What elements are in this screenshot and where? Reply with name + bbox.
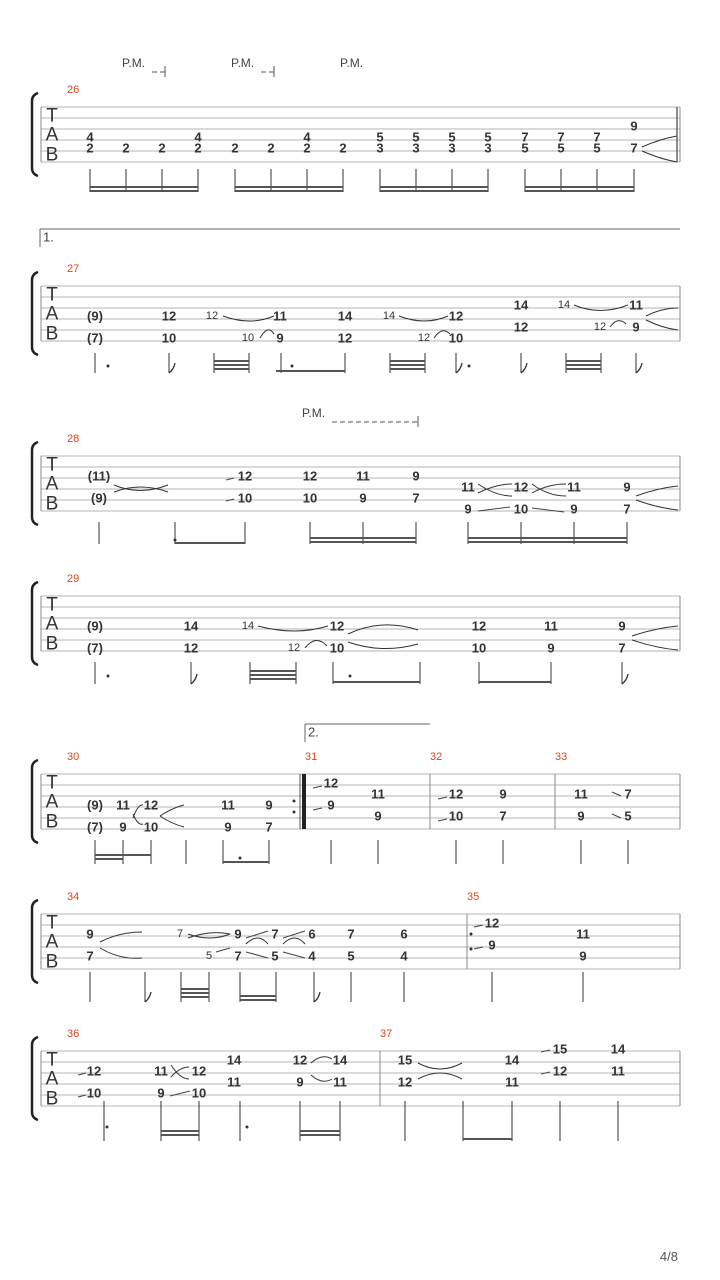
tab-staff — [32, 84, 680, 192]
fret-number: 10 — [161, 330, 177, 346]
tie-arc — [642, 136, 677, 147]
fret-number: 9 — [499, 786, 507, 802]
fret-number: 9 — [119, 819, 127, 835]
fret-number: (7) — [87, 330, 103, 346]
fret-number: 14 — [241, 620, 255, 632]
fret-number: 7 — [347, 926, 355, 942]
tie-arc — [646, 308, 678, 316]
fret-number: 12 — [302, 468, 318, 484]
palm-mute-mark — [302, 406, 418, 427]
fret-number: 7 — [176, 928, 184, 940]
fret-number: 9 — [359, 490, 367, 506]
dot — [107, 365, 110, 368]
tie-arc — [632, 640, 678, 650]
fret-number: 12 — [329, 618, 345, 634]
system-bracket — [32, 272, 38, 355]
fret-number: 2 — [158, 140, 166, 156]
tie-arc — [246, 938, 268, 944]
fret-number: 15 — [552, 1041, 568, 1057]
fret-number: 10 — [329, 640, 345, 656]
note-flag — [145, 992, 151, 1002]
clef-letter-b: B — [45, 323, 59, 345]
fret-number: 11 — [371, 786, 385, 802]
clef-letter-a: A — [45, 473, 59, 495]
measure-number: 37 — [380, 1028, 393, 1040]
clef-letter-b: B — [45, 811, 59, 833]
dot — [239, 857, 242, 860]
dot — [174, 539, 177, 542]
fret-number: 14 — [610, 1041, 626, 1057]
measure-number: 30 — [67, 751, 80, 763]
slide-line — [438, 797, 447, 799]
palm-mute-label: P.M. — [302, 406, 326, 420]
tab-staff — [32, 751, 680, 864]
fret-number: 12 — [161, 308, 177, 324]
volta-label: 2. — [308, 724, 319, 740]
fret-number: 4 — [400, 948, 408, 964]
tie-arc — [418, 1073, 462, 1079]
dot — [470, 933, 473, 936]
fret-number: 9 — [234, 926, 242, 942]
fret-number: 2 — [339, 140, 347, 156]
fret-number: 4 — [308, 948, 316, 964]
fret-number: (7) — [87, 819, 103, 835]
clef-letter-a: A — [45, 303, 59, 325]
dot — [349, 675, 352, 678]
measure-number: 28 — [67, 433, 80, 445]
fret-number: 9 — [579, 948, 587, 964]
tie-arc — [133, 814, 143, 824]
fret-number: 9 — [570, 501, 578, 517]
fret-number: 11 — [227, 1074, 241, 1090]
fret-number: 6 — [308, 926, 316, 942]
fret-number: 11 — [567, 479, 581, 495]
fret-number: 9 — [412, 468, 420, 484]
tie-arc — [100, 932, 142, 942]
fret-number: 10 — [241, 332, 255, 344]
page-number: 4/8 — [659, 1249, 678, 1264]
fret-number: 12 — [513, 319, 529, 335]
system-bracket — [32, 93, 38, 176]
fret-number: (9) — [87, 618, 103, 634]
fret-number: 10 — [448, 808, 464, 824]
system-bracket — [32, 1037, 38, 1120]
volta-label: 1. — [43, 229, 54, 245]
fret-number: 14 — [557, 299, 571, 311]
fret-number: 11 — [544, 618, 558, 634]
fret-number: 12 — [86, 1063, 102, 1079]
palm-mute-mark — [340, 56, 363, 70]
clef-letter-t: T — [46, 454, 58, 476]
fret-number: 14 — [226, 1052, 242, 1068]
clef-letter-b: B — [45, 144, 59, 166]
palm-mute-mark — [122, 56, 165, 77]
measure-number: 34 — [67, 891, 80, 903]
fret-number: 11 — [461, 479, 475, 495]
fret-number: 9 — [86, 926, 94, 942]
clef-letter-a: A — [45, 613, 59, 635]
fret-number: 12 — [143, 797, 159, 813]
fret-number: 9 — [577, 808, 585, 824]
fret-number: 12 — [593, 321, 607, 333]
fret-number: 14 — [332, 1052, 348, 1068]
fret-number: 11 — [273, 308, 287, 324]
tie-arc — [636, 486, 678, 496]
system-bracket — [32, 760, 38, 843]
fret-number: 7 — [412, 490, 420, 506]
tie-arc — [283, 938, 305, 944]
slide-line — [478, 507, 510, 511]
fret-number: 3 — [376, 140, 384, 156]
fret-number: 11 — [505, 1074, 519, 1090]
slide-line — [313, 808, 322, 810]
fret-number: 7 — [234, 948, 242, 964]
fret-number: 4 — [194, 129, 202, 145]
fret-number: 10 — [86, 1085, 102, 1101]
fret-number: 7 — [265, 819, 273, 835]
palm-mute-mark — [231, 56, 274, 77]
dot — [246, 1126, 249, 1129]
fret-number: 5 — [376, 129, 384, 145]
fret-number: 14 — [513, 297, 529, 313]
fret-number: 4 — [303, 129, 311, 145]
fret-number: 3 — [484, 140, 492, 156]
fret-number: 12 — [471, 618, 487, 634]
fret-number: 12 — [287, 642, 301, 654]
clef-letter-a: A — [45, 931, 59, 953]
fret-number: 9 — [296, 1074, 304, 1090]
tie-arc — [100, 948, 142, 958]
fret-number: 12 — [183, 640, 199, 656]
tie-arc — [418, 1063, 462, 1069]
tab-staff — [32, 573, 680, 684]
tab-staff — [32, 1028, 680, 1141]
dot — [291, 365, 294, 368]
fret-number: 7 — [271, 926, 279, 942]
tie-arc — [610, 321, 626, 327]
fret-number: 2 — [303, 140, 311, 156]
fret-number: 9 — [464, 501, 472, 517]
clef-letter-a: A — [45, 1068, 59, 1090]
fret-number: 6 — [400, 926, 408, 942]
tie-arc — [646, 320, 678, 330]
measure-number: 29 — [67, 573, 80, 585]
measure-number: 31 — [305, 751, 318, 763]
fret-number: 12 — [237, 468, 253, 484]
fret-number: (9) — [87, 797, 103, 813]
fret-number: 9 — [224, 819, 232, 835]
volta-bracket — [305, 724, 430, 742]
fret-number: 2 — [194, 140, 202, 156]
fret-number: 5 — [484, 129, 492, 145]
fret-number: 9 — [547, 640, 555, 656]
fret-number: 14 — [183, 618, 199, 634]
fret-number: 11 — [116, 797, 130, 813]
fret-number: 5 — [347, 948, 355, 964]
clef-letter-t: T — [46, 284, 58, 306]
clef-letter-t: T — [46, 594, 58, 616]
slide-line — [438, 819, 447, 821]
fret-number: 7 — [630, 140, 638, 156]
slide-line — [283, 931, 305, 938]
fret-number: 9 — [265, 797, 273, 813]
measure-number: 33 — [555, 751, 568, 763]
clef-letter-a: A — [45, 791, 59, 813]
fret-number: 12 — [417, 332, 431, 344]
fret-number: (9) — [91, 490, 107, 506]
fret-number: 3 — [448, 140, 456, 156]
dot — [468, 365, 471, 368]
fret-number: 7 — [521, 129, 529, 145]
measure-number: 36 — [67, 1028, 80, 1040]
tie-arc — [348, 642, 418, 649]
fret-number: 5 — [521, 140, 529, 156]
fret-number: 9 — [632, 319, 640, 335]
fret-number: 7 — [86, 948, 94, 964]
note-flag — [169, 363, 175, 373]
tie-arc — [434, 331, 450, 338]
fret-number: 12 — [337, 330, 353, 346]
fret-number: 10 — [513, 501, 529, 517]
fret-number: 9 — [630, 118, 638, 134]
tie-arc — [632, 626, 678, 636]
fret-number: 4 — [86, 129, 94, 145]
tie-arc — [311, 1075, 332, 1081]
fret-number: 12 — [552, 1063, 568, 1079]
measure-number: 27 — [67, 263, 80, 275]
fret-number: 9 — [374, 808, 382, 824]
clef-letter-b: B — [45, 633, 59, 655]
tie-arc — [260, 330, 274, 338]
palm-mute-label: P.M. — [340, 56, 364, 70]
fret-number: 2 — [231, 140, 239, 156]
fret-number: 10 — [237, 490, 253, 506]
fret-number: 9 — [488, 937, 496, 953]
measure-number: 26 — [67, 84, 80, 96]
fret-number: 10 — [448, 330, 464, 346]
clef-letter-t: T — [46, 912, 58, 934]
fret-number: 11 — [611, 1063, 625, 1079]
note-flag — [456, 363, 462, 373]
clef-letter-b: B — [45, 951, 59, 973]
palm-mute-label: P.M. — [122, 56, 146, 70]
palm-mute-label: P.M. — [231, 56, 255, 70]
fret-number: 5 — [448, 129, 456, 145]
fret-number: 11 — [576, 926, 590, 942]
volta-bracket — [40, 229, 680, 247]
fret-number: 5 — [412, 129, 420, 145]
fret-number: 7 — [557, 129, 565, 145]
clef-letter-t: T — [46, 1049, 58, 1071]
clef-letter-t: T — [46, 105, 58, 127]
fret-number: 15 — [397, 1052, 413, 1068]
measure-number: 35 — [467, 891, 480, 903]
dot — [470, 948, 473, 951]
fret-number: 5 — [557, 140, 565, 156]
tie-arc — [642, 151, 677, 162]
fret-number: 10 — [191, 1085, 207, 1101]
fret-number: 11 — [574, 786, 588, 802]
fret-number: 12 — [205, 310, 219, 322]
fret-number: 14 — [337, 308, 353, 324]
fret-number: 12 — [448, 786, 464, 802]
note-flag — [521, 363, 527, 373]
fret-number: 11 — [333, 1074, 347, 1090]
fret-number: 11 — [629, 297, 643, 313]
fret-number: 10 — [471, 640, 487, 656]
dot — [293, 811, 296, 814]
fret-number: 12 — [484, 915, 500, 931]
clef-letter-a: A — [45, 124, 59, 146]
fret-number: 10 — [143, 819, 159, 835]
note-flag — [622, 674, 628, 684]
slide-line — [313, 786, 322, 788]
system-bracket — [32, 582, 38, 665]
fret-number: 5 — [205, 950, 213, 962]
fret-number: 10 — [302, 490, 318, 506]
fret-number: 12 — [448, 308, 464, 324]
fret-number: 9 — [327, 797, 335, 813]
fret-number: (7) — [87, 640, 103, 656]
fret-number: 12 — [191, 1063, 207, 1079]
fret-number: 12 — [292, 1052, 308, 1068]
dot — [106, 1126, 109, 1129]
slide-line — [612, 814, 621, 818]
fret-number: (9) — [87, 308, 103, 324]
system-bracket — [32, 900, 38, 983]
measure-number: 32 — [430, 751, 443, 763]
fret-number: 7 — [499, 808, 507, 824]
fret-number: 11 — [154, 1063, 168, 1079]
fret-number: 2 — [122, 140, 130, 156]
tab-staff — [32, 891, 680, 1002]
slide-line — [283, 952, 305, 958]
tab-staff — [32, 433, 680, 544]
tie-arc — [305, 640, 327, 648]
fret-number: 12 — [323, 775, 339, 791]
fret-number: 12 — [513, 479, 529, 495]
fret-number: 12 — [397, 1074, 413, 1090]
fret-number: 7 — [624, 786, 632, 802]
clef-letter-b: B — [45, 1088, 59, 1110]
tie-arc — [188, 933, 230, 938]
fret-number: (11) — [87, 468, 111, 484]
fret-number: 11 — [356, 468, 370, 484]
clef-letter-b: B — [45, 493, 59, 515]
fret-number: 11 — [221, 797, 235, 813]
tie-arc — [478, 484, 512, 496]
slide-line — [216, 948, 230, 952]
system-bracket — [32, 442, 38, 525]
slide-line — [246, 931, 268, 938]
dot — [107, 675, 110, 678]
fret-number: 9 — [623, 479, 631, 495]
tab-staff — [32, 263, 680, 373]
fret-number: 9 — [276, 330, 284, 346]
dot — [293, 800, 296, 803]
note-flag — [636, 363, 642, 373]
note-flag — [314, 992, 320, 1002]
fret-number: 5 — [271, 948, 279, 964]
slide-line — [246, 952, 268, 958]
fret-number: 14 — [382, 310, 396, 322]
fret-number: 14 — [504, 1052, 520, 1068]
fret-number: 9 — [157, 1085, 165, 1101]
fret-number: 7 — [618, 640, 626, 656]
fret-number: 2 — [86, 140, 94, 156]
note-flag — [191, 674, 197, 684]
slide-line — [612, 792, 621, 796]
fret-number: 5 — [593, 140, 601, 156]
fret-number: 2 — [267, 140, 275, 156]
fret-number: 9 — [618, 618, 626, 634]
fret-number: 5 — [624, 808, 632, 824]
fret-number: 3 — [412, 140, 420, 156]
fret-number: 7 — [593, 129, 601, 145]
tie-arc — [636, 500, 678, 510]
clef-letter-t: T — [46, 772, 58, 794]
fret-number: 7 — [623, 501, 631, 517]
